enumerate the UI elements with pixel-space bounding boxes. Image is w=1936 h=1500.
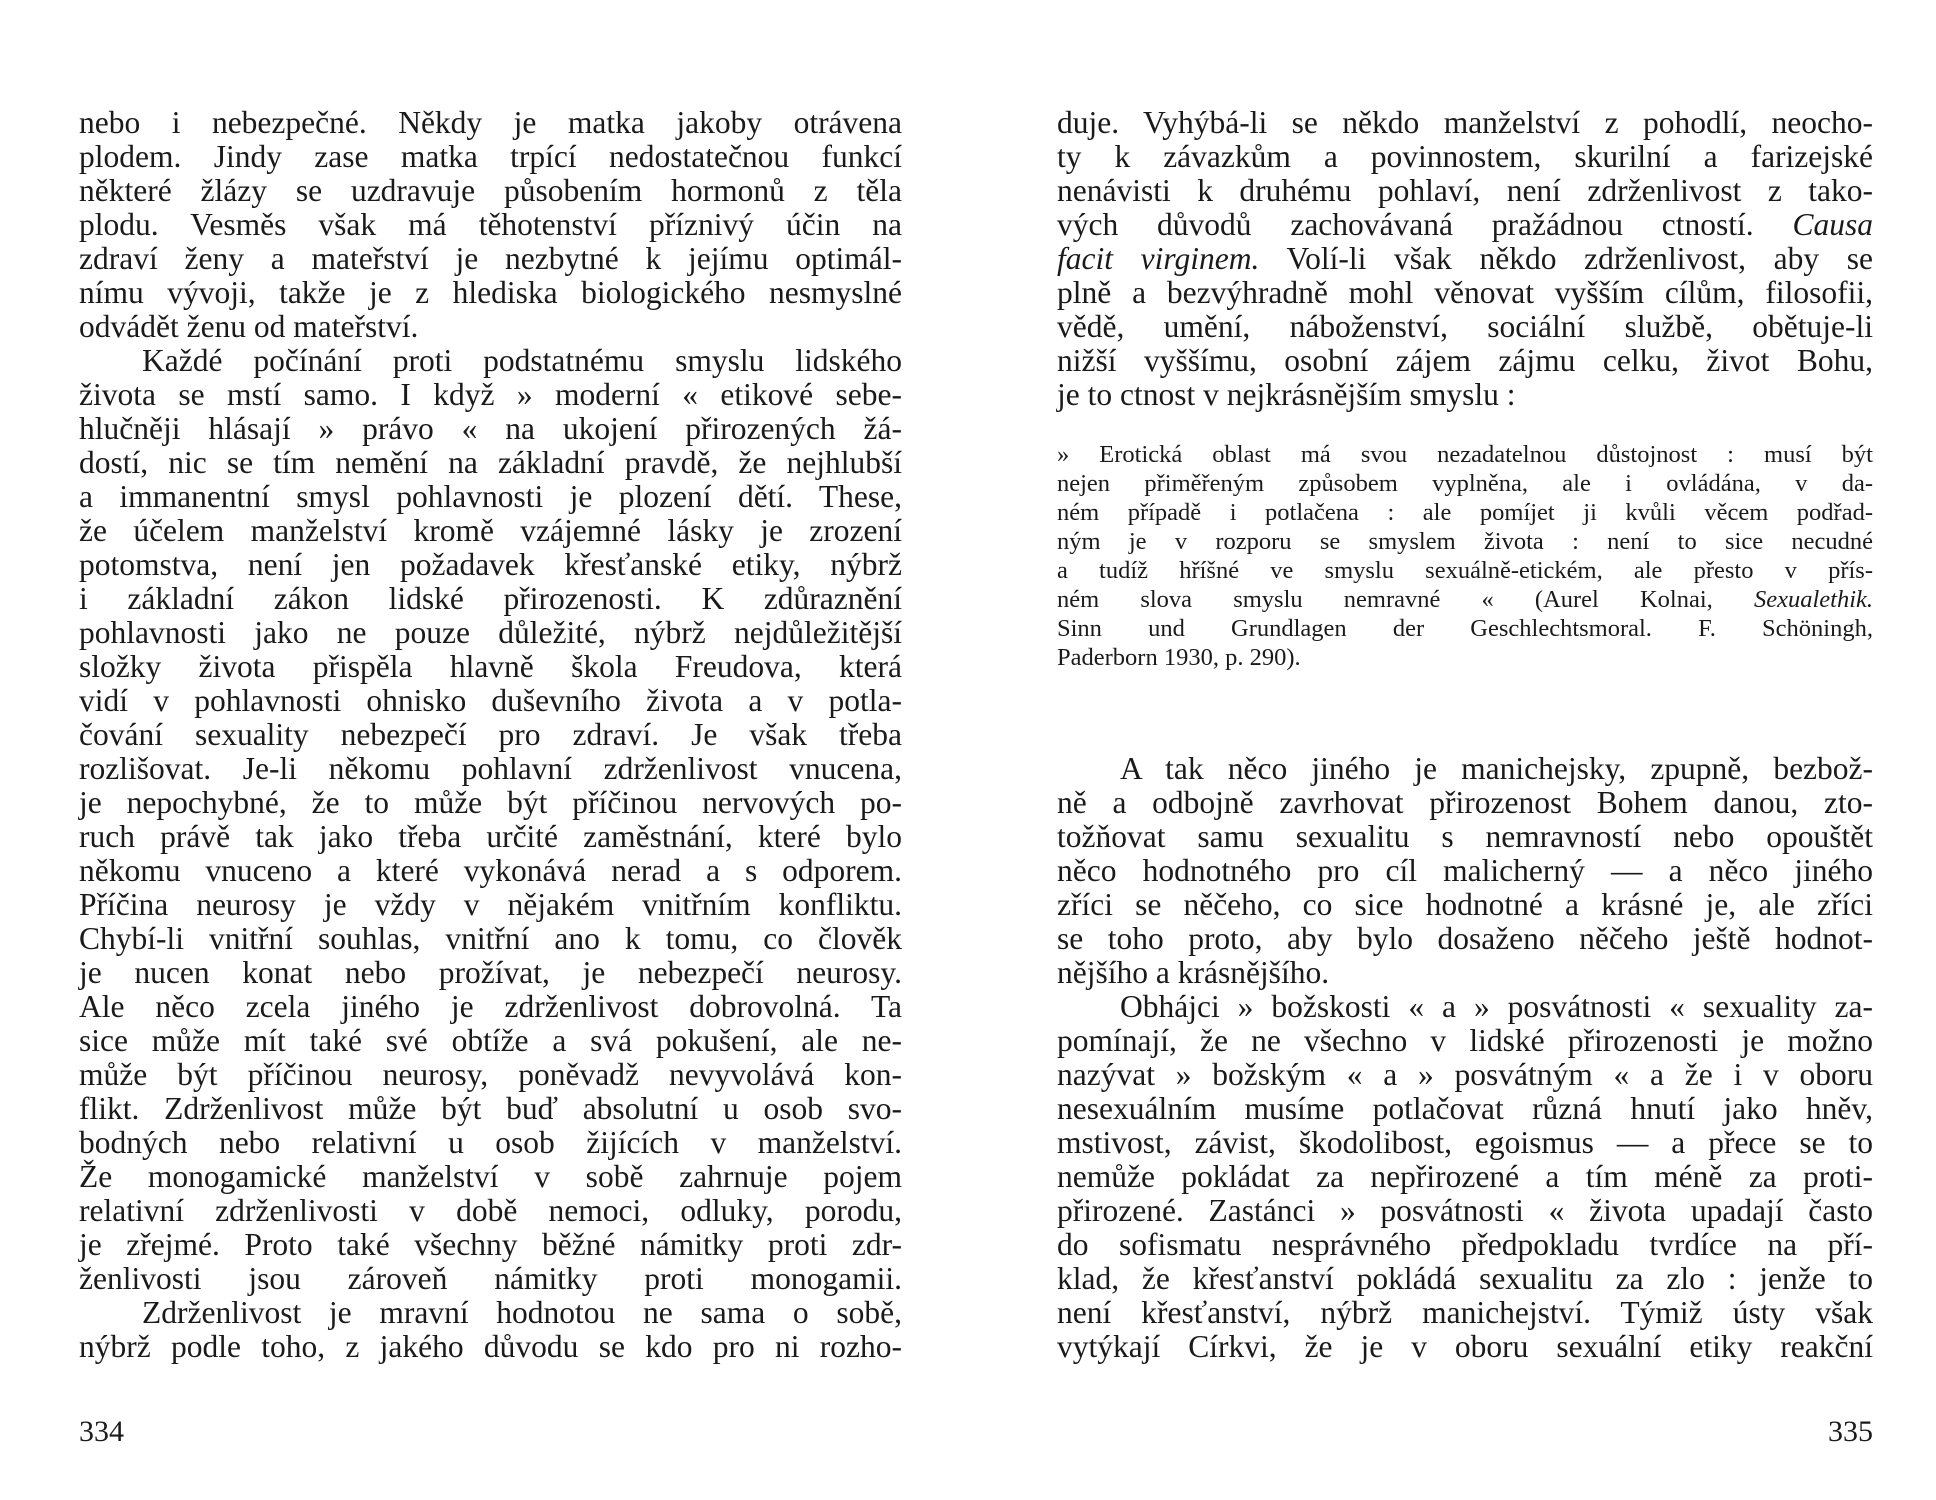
text-line: Chybí-li vnitřní souhlas, vnitřní ano k tomu, co člověk — [79, 921, 902, 956]
text-line: něco hodnotného pro cíl malicherný — a něco jiného — [1057, 853, 1873, 888]
text-line: dostí, nic se tím nemění na základní pravdě, že nejhlubší — [79, 445, 902, 480]
text-segment: vých důvodů zachovávaná pražádnou ctností. — [1057, 207, 1754, 242]
text-line: i základní zákon lidské přirozenosti. K zdůraznění — [79, 581, 902, 616]
text-line: vidí v pohlavnosti ohnisko duševního života a v potla- — [79, 683, 902, 718]
text-line: vědě, umění, náboženství, sociální službě, obětuje-li — [1057, 309, 1873, 344]
text-line: duje. Vyhýbá-li se někdo manželství z pohodlí, neocho- — [1057, 105, 1873, 140]
text-line: některé žlázy se uzdravuje působením hormonů z těla — [79, 173, 902, 208]
text-line: rozlišovat. Je-li někomu pohlavní zdrženlivost vnucena, — [79, 751, 902, 786]
quote-line: Sinn und Grundlagen der Geschlechtsmoral. F. Schöningh, — [1057, 615, 1873, 642]
text-line: nesexuálním musíme potlačovat různá hnutí jako hněv, — [1057, 1091, 1873, 1126]
quote-line: ném případě i potlačena : ale pomíjet ji kvůli věcem podřad- — [1057, 499, 1873, 526]
text-line: vytýkají Církvi, že je v oboru sexuální etiky reakční — [1057, 1329, 1873, 1364]
text-line: nazývat » božským « a » posvátným « a že i v oboru — [1057, 1057, 1873, 1092]
text-line: ty k závazkům a povinnostem, skurilní a farizejské — [1057, 139, 1873, 174]
text-line: mstivost, závist, škodolibost, egoismus — a přece se to — [1057, 1125, 1873, 1160]
text-line: nižší vyššímu, osobní zájem zájmu celku, život Bohu, — [1057, 343, 1873, 378]
right-text-column — [1057, 106, 1873, 1364]
text-line: nemůže pokládat za nepřirozené a tím méně za proti- — [1057, 1159, 1873, 1194]
right-paragraph-continued — [1057, 106, 1873, 412]
text-line: života se mstí samo. I když » moderní « etikové sebe- — [79, 377, 902, 412]
text-line: tožňovat samu sexualitu s nemravností nebo opouštět — [1057, 819, 1873, 854]
text-line: sice může mít také své obtíže a svá pokušení, ale ne- — [79, 1023, 902, 1058]
text-line: ruch právě tak jako třeba určité zaměstnání, které bylo — [79, 819, 902, 854]
text-line: potomstva, není jen požadavek křesťanské etiky, nýbrž — [79, 547, 902, 582]
text-line: Obhájci » božskosti « a » posvátnosti « sexuality za- — [1120, 989, 1873, 1024]
text-line: může být příčinou neurosy, poněvadž nevyvolává kon- — [79, 1057, 902, 1092]
text-line: hlučněji hlásají » právo « na ukojení přirozených žá- — [79, 411, 902, 446]
text-line: že účelem manželství kromě vzájemné lásky je zrození — [79, 513, 902, 548]
italic-phrase: facit virginem. — [1057, 241, 1260, 276]
text-line: pohlavnosti jako ne pouze důležité, nýbrž nejdůležitější — [79, 615, 902, 650]
text-line: se toho proto, aby bylo dosaženo něčeho ještě hodnot- — [1057, 921, 1873, 956]
left-paragraph-1 — [79, 106, 902, 344]
text-line: bodných nebo relativní u osob žijících v manželství. — [79, 1125, 902, 1160]
page-number: 334 — [79, 1415, 124, 1448]
block-quote — [1057, 440, 1873, 672]
text-line: odvádět ženu od mateřství. — [79, 309, 419, 344]
text-line: plodem. Jindy zase matka trpící nedostatečnou funkcí — [79, 139, 902, 174]
text-line: klad, že křesťanství pokládá sexualitu za zlo : jenže to — [1057, 1261, 1873, 1296]
text-line: složky života přispěla hlavně škola Freudova, která — [79, 649, 902, 684]
text-line — [1057, 208, 1873, 242]
text-line: Že monogamické manželství v sobě zahrnuje pojem — [79, 1159, 902, 1194]
text-line: nímu vývoji, takže je z hlediska biologického nesmyslné — [79, 275, 902, 310]
quote-line: Paderborn 1930, p. 290). — [1057, 644, 1301, 671]
right-page — [968, 0, 1936, 1500]
italic-phrase: Causa — [1792, 207, 1874, 242]
text-line: nenávisti k druhému pohlaví, není zdrženlivost z tako- — [1057, 173, 1873, 208]
right-paragraph-2 — [1057, 990, 1873, 1364]
quote-line — [1057, 585, 1873, 614]
quote-line: » Erotická oblast má svou nezadatelnou důstojnost : musí být — [1057, 441, 1873, 468]
text-line: pomínají, že ne všechno v lidské přirozenosti je možno — [1057, 1023, 1873, 1058]
text-line: nebo i nebezpečné. Někdy je matka jakoby otrávena — [79, 105, 902, 140]
text-line: do sofismatu nesprávného předpokladu tvrdíce na pří- — [1057, 1227, 1873, 1262]
quote-line: a tudíž hříšné ve smyslu sexuálně-etickém, ale přesto v přís- — [1057, 557, 1873, 584]
text-line: a immanentní smysl pohlavnosti je plození dětí. These, — [79, 479, 902, 514]
text-line: ženlivosti jsou zároveň námitky proti monogamii. — [79, 1261, 902, 1296]
text-line: ně a odbojně zavrhovat přirozenost Bohem danou, zto- — [1057, 785, 1873, 820]
text-line: A tak něco jiného je manichejsky, zpupně, bezbož- — [1120, 751, 1873, 786]
text-line: čování sexuality nebezpečí pro zdraví. Je však třeba — [79, 717, 902, 752]
left-paragraph-2 — [79, 344, 902, 1296]
text-line: flikt. Zdrženlivost může být buď absolutní u osob svo- — [79, 1091, 902, 1126]
text-line: je zřejmé. Proto také všechny běžné námitky proti zdr- — [79, 1227, 902, 1262]
text-line: zdraví ženy a mateřství je nezbytné k jejímu optimál- — [79, 241, 902, 276]
text-line: není křesťanství, nýbrž manichejství. Týmiž ústy však — [1057, 1295, 1873, 1330]
text-line: nýbrž podle toho, z jakého důvodu se kdo pro ni rozho- — [79, 1329, 902, 1364]
text-line: Každé počínání proti podstatnému smyslu lidského — [142, 343, 902, 378]
text-line: zříci se něčeho, co sice hodnotné a krásné je, ale zříci — [1057, 887, 1873, 922]
text-line: je nepochybné, že to může být příčinou nervových po- — [79, 785, 902, 820]
right-paragraph-1 — [1057, 752, 1873, 990]
text-line: relativní zdrženlivosti v době nemoci, odluky, porodu, — [79, 1193, 902, 1228]
text-line: plodu. Vesměs však má těhotenství příznivý účin na — [79, 207, 902, 242]
text-line: někomu vnuceno a které vykonává nerad a s odporem. — [79, 853, 902, 888]
text-line: nějšího a krásnějšího. — [1057, 955, 1330, 990]
text-line: Příčina neurosy je vždy v nějakém vnitřním konfliktu. — [79, 887, 902, 922]
page-number: 335 — [1828, 1415, 1873, 1448]
text-segment: ném slova smyslu nemravné « (Aurel Kolnai, — [1057, 586, 1713, 613]
quote-line: nejen přiměřeným způsobem vyplněna, ale i ovládána, v da- — [1057, 470, 1873, 497]
left-paragraph-3 — [79, 1296, 902, 1364]
italic-phrase: Sexualethik. — [1753, 586, 1874, 613]
text-segment: Volí-li však někdo zdrženlivost, aby se — [1286, 241, 1873, 276]
text-line: je nucen konat nebo prožívat, je nebezpečí neurosy. — [79, 955, 902, 990]
text-line — [1057, 242, 1873, 276]
quote-line: ným je v rozporu se smyslem života : není to sice necudné — [1057, 528, 1873, 555]
text-line: Zdrženlivost je mravní hodnotou ne sama o sobě, — [142, 1295, 902, 1330]
text-line: Ale něco zcela jiného je zdrženlivost dobrovolná. Ta — [79, 989, 902, 1024]
text-line: přirozené. Zastánci » posvátnosti « života upadají často — [1057, 1193, 1873, 1228]
text-line: je to ctnost v nejkrásnějším smyslu : — [1057, 377, 1516, 412]
left-text-column — [79, 106, 902, 1364]
text-line: plně a bezvýhradně mohl věnovat vyšším cílům, filosofii, — [1057, 275, 1873, 310]
